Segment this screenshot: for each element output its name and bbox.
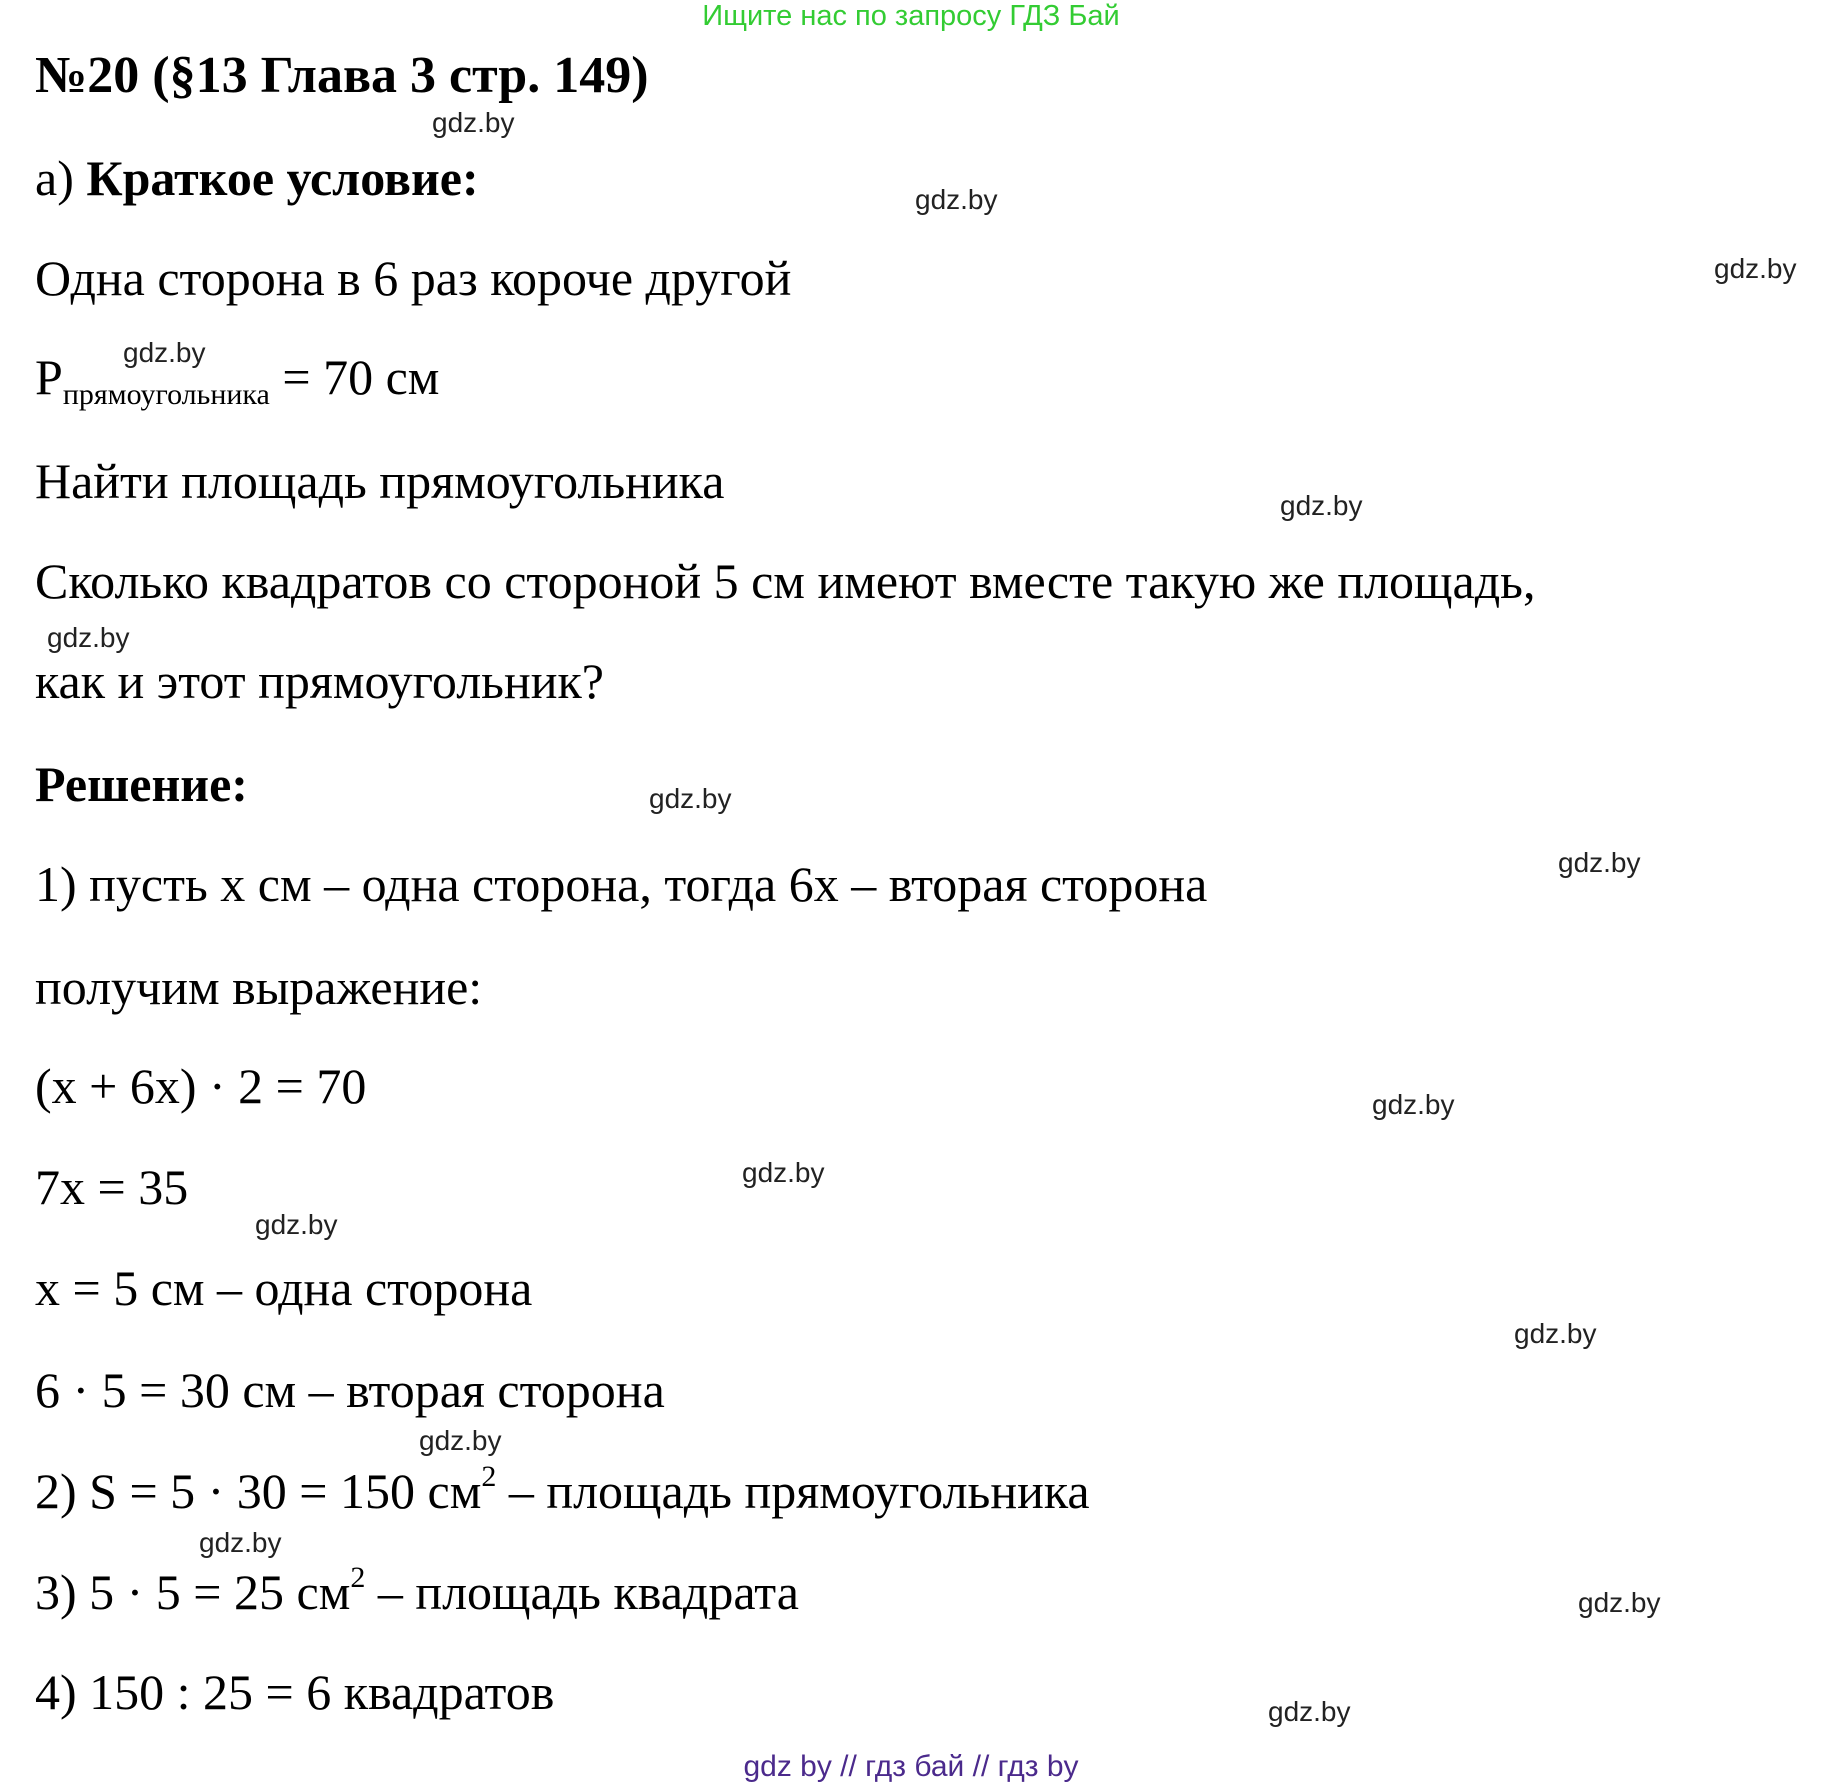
watermark: gdz.by [649,783,732,814]
watermark: gdz.by [1280,490,1363,521]
perimeter-subscript: прямоугольника [62,378,270,411]
condition-heading [35,148,479,208]
watermark: gdz.by [123,337,206,368]
step2-text: 2) S = 5 · 30 = 150 см [35,1463,482,1519]
step3-superscript: 2 [350,1561,366,1594]
watermark: gdz.by [255,1209,338,1240]
step3-text-tail: – площадь квадрата [365,1564,799,1620]
solution-step: 1) пусть x см – одна сторона, тогда 6x – вторая сторона [35,856,1208,912]
step2-superscript: 2 [481,1460,497,1493]
condition-heading-text: Краткое условие: [86,150,479,206]
condition-line: Сколько квадратов со стороной 5 см имеют вместе такую же площадь, [35,553,1536,609]
solution-step: 7x = 35 [35,1159,189,1215]
search-banner: Ищите нас по запросу ГДЗ Бай [702,0,1120,32]
solution-step-2 [35,1461,1090,1521]
condition-prefix: а) [35,150,74,206]
perimeter-symbol: P [35,349,63,405]
step2-text-tail: – площадь прямоугольника [496,1463,1090,1519]
watermark: gdz.by [419,1425,502,1456]
watermark: gdz.by [199,1527,282,1558]
solution-step: (x + 6x) · 2 = 70 [35,1058,367,1114]
watermark: gdz.by [742,1157,825,1188]
watermark: gdz.by [1578,1587,1661,1618]
watermark: gdz.by [1268,1696,1351,1727]
watermark: gdz.by [47,622,130,653]
watermark: gdz.by [915,184,998,215]
watermark: gdz.by [1714,253,1797,284]
condition-line: Найти площадь прямоугольника [35,453,725,509]
solution-step: получим выражение: [35,959,483,1015]
solution-step: 6 · 5 = 30 см – вторая сторона [35,1362,665,1418]
perimeter-value: = 70 см [282,349,440,405]
solution-step-3 [35,1562,799,1622]
watermark: gdz.by [1514,1318,1597,1349]
footer-watermark: gdz by // гдз бай // гдз by [743,1750,1079,1783]
step3-text: 3) 5 · 5 = 25 см [35,1564,351,1620]
page-title: №20 (§13 Глава 3 стр. 149) [35,47,649,104]
solution-step: x = 5 см – одна сторона [35,1260,533,1316]
watermark: gdz.by [432,107,515,138]
condition-line: Одна сторона в 6 раз короче другой [35,250,792,306]
watermark: gdz.by [1372,1089,1455,1120]
condition-line: как и этот прямоугольник? [35,653,604,709]
perimeter-line [35,347,439,425]
solution-step-4: 4) 150 : 25 = 6 квадратов [35,1664,555,1720]
watermark: gdz.by [1558,847,1641,878]
solution-heading: Решение: [35,756,248,812]
